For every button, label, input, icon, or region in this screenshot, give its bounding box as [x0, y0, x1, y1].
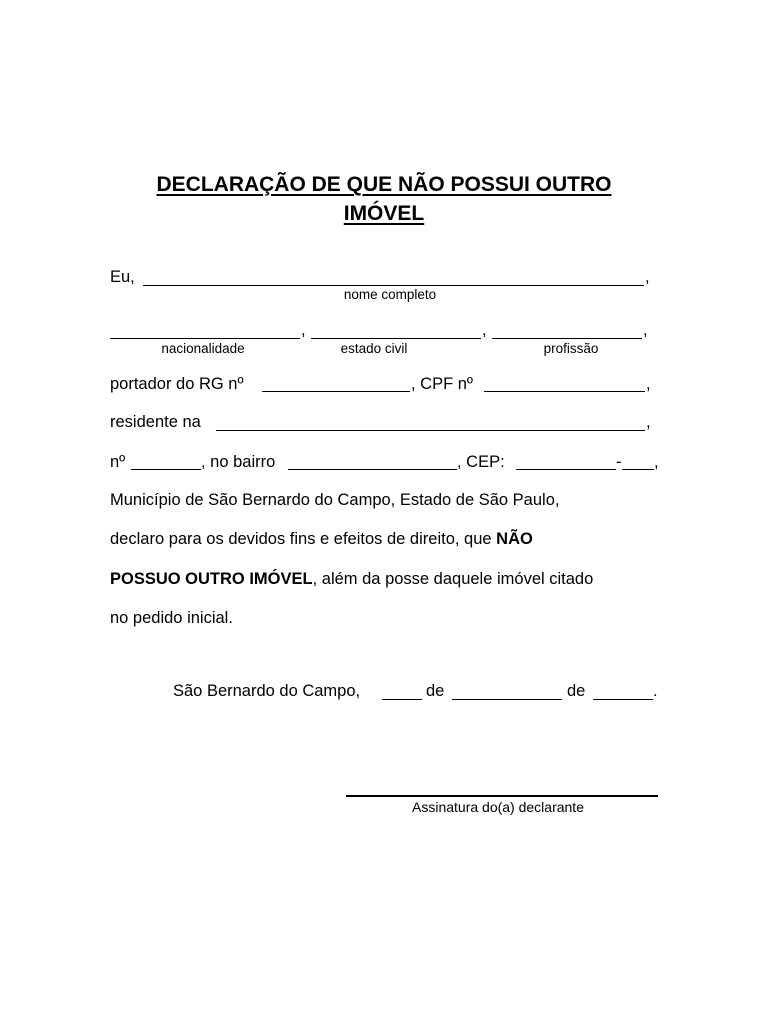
municipality-text: Município de São Bernardo do Campo, Estado de São Paulo, [110, 491, 560, 509]
house-number-field[interactable] [131, 469, 201, 470]
date-month-field[interactable] [452, 699, 562, 700]
date-de-2: de [567, 682, 586, 700]
signature-caption: Assinatura do(a) declarante [412, 799, 584, 815]
date-day-field[interactable] [382, 699, 422, 700]
caption-full-name: nome completo [343, 287, 437, 302]
cep-field-part-1[interactable] [516, 469, 616, 470]
address-field[interactable] [216, 430, 645, 431]
declaration-text-line-2 [110, 570, 593, 589]
address-label: residente na [110, 413, 201, 431]
date-de-1: de [426, 682, 445, 700]
date-year-field[interactable] [593, 699, 653, 700]
caption-nationality: nacionalidade [161, 341, 245, 356]
comma: , [645, 268, 650, 286]
rg-label: portador do RG nº [110, 375, 244, 393]
profession-field[interactable] [492, 338, 642, 339]
document-title-line-1: DECLARAÇÃO DE QUE NÃO POSSUI OUTRO [156, 173, 612, 196]
declaration-text-line-1 [110, 530, 533, 549]
caption-civil-status: estado civil [340, 341, 408, 356]
neighborhood-field[interactable] [288, 469, 457, 470]
declaration-text-line-3: no pedido inicial. [110, 609, 233, 627]
nationality-field[interactable] [110, 338, 300, 339]
date-period: . [653, 682, 658, 700]
comma: , [654, 453, 659, 471]
caption-profession: profissão [543, 341, 599, 356]
cep-field-part-2[interactable] [622, 469, 654, 470]
date-city: São Bernardo do Campo, [173, 682, 361, 700]
declaration-emphasis: NÃO [496, 530, 533, 548]
declaration-text: declaro para os devidos fins e efeitos de direito, que [110, 530, 492, 548]
comma: , [646, 413, 651, 431]
comma: , [643, 321, 648, 339]
comma: , [482, 321, 487, 339]
neighborhood-label: , no bairro [201, 453, 276, 471]
eu-label: Eu, [110, 268, 135, 286]
cpf-field[interactable] [484, 391, 645, 392]
declaration-text: , além da posse daquele imóvel citado [312, 570, 594, 588]
civil-status-field[interactable] [311, 338, 481, 339]
cep-label: , CEP: [457, 453, 505, 471]
cep-hyphen: - [616, 453, 622, 471]
comma: , [646, 375, 651, 393]
document-title-line-2: IMÓVEL [343, 202, 425, 225]
declaration-emphasis: POSSUO OUTRO IMÓVEL [110, 570, 313, 588]
number-label: nº [110, 453, 126, 471]
rg-field[interactable] [262, 391, 410, 392]
full-name-field[interactable] [143, 285, 644, 286]
cpf-label: , CPF nº [411, 375, 473, 393]
signature-line[interactable] [346, 795, 658, 797]
comma: , [301, 321, 306, 339]
